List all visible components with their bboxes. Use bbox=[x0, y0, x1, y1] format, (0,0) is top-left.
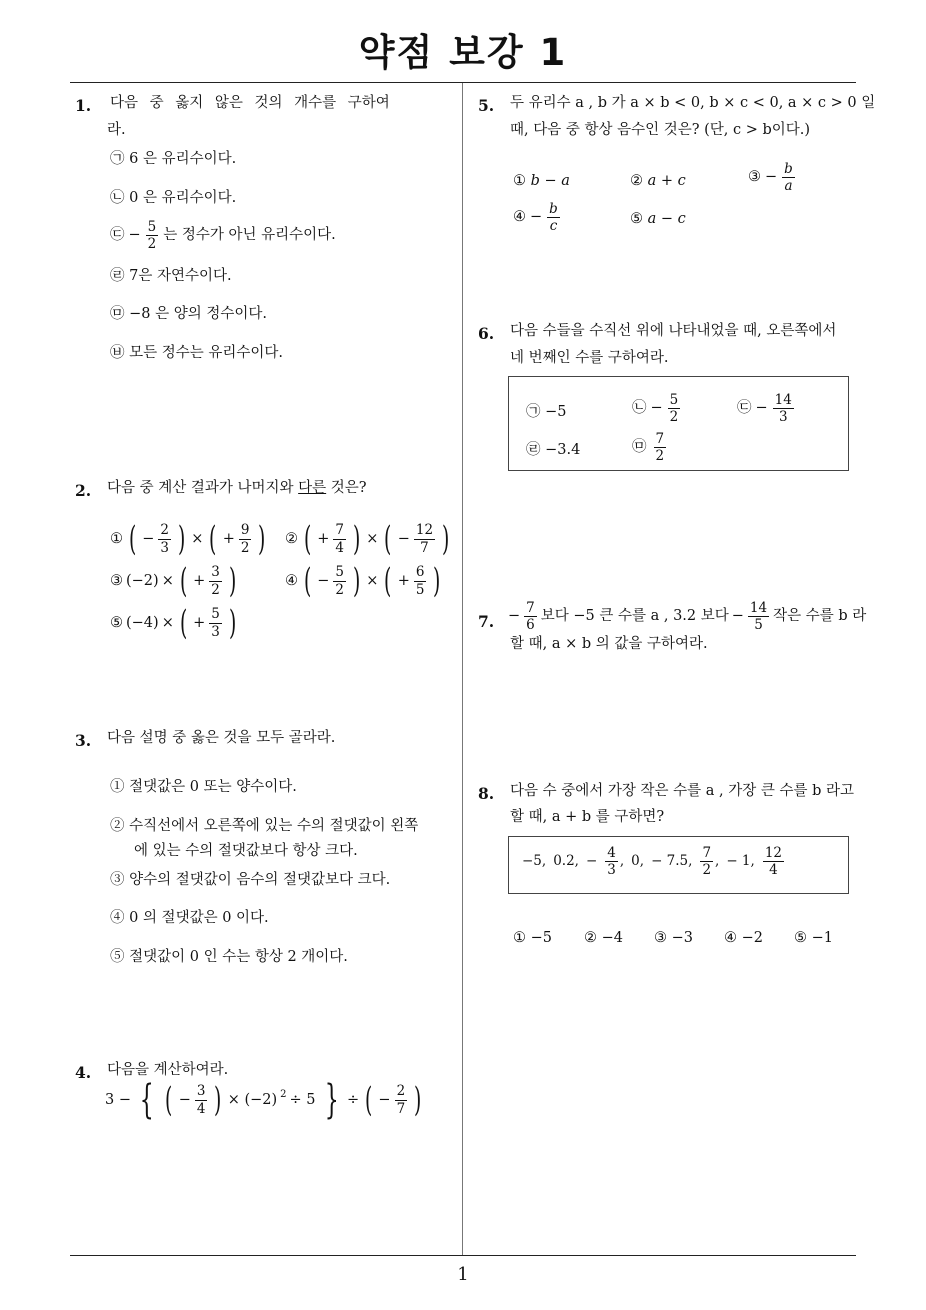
list-item: ㉤ $\frac{7}{2}$ bbox=[632, 431, 665, 465]
question-text-cont: 라. bbox=[107, 122, 126, 138]
list-item: ㉢ − $\frac{14}{3}$ bbox=[737, 392, 792, 426]
choice-item: ① ( − $\frac{2}{3}$ ) × ( + $\frac{9}{2}$ ) bbox=[110, 519, 266, 559]
choice-item: ④ ( − $\frac{5}{2}$ ) × ( + $\frac{6}{5}$ ) bbox=[285, 561, 441, 601]
choice-item: ⑤ −1 bbox=[794, 930, 833, 946]
choice-item: ② ( + $\frac{7}{4}$ ) × ( − $\frac{12}{7}$ ) bbox=[285, 519, 450, 559]
choice-item: ③ − $\frac{b}{a}$ bbox=[748, 161, 793, 195]
list-item: ㉢ − $\frac{5}{2}$ 는 정수가 아닌 유리수이다. bbox=[110, 219, 336, 253]
choice-item: ⑤ (−4) × ( + $\frac{5}{3}$ ) bbox=[110, 603, 237, 643]
list-item: ㉣ −3.4 bbox=[526, 442, 581, 458]
choice-item: ② a + c bbox=[630, 173, 686, 189]
list-item: ㉤ −8 은 양의 정수이다. bbox=[110, 306, 267, 322]
question-number: 7. bbox=[478, 612, 495, 631]
choice-item: ③ −3 bbox=[654, 930, 693, 946]
top-rule bbox=[70, 82, 856, 83]
question-text: 두 유리수 a , b 가 a × b < 0, b × c < 0, a × c > 0 일 bbox=[510, 95, 876, 111]
choice-item: ⑤ a − c bbox=[630, 211, 686, 227]
math-expression: 3 − { ( − $\frac{3}{4}$ ) × (−2) $^2$ ÷ 5 } ÷ ( − $\frac{2}{7}$ ) bbox=[105, 1077, 422, 1123]
question-text: 다음 수들을 수직선 위에 나타내었을 때, 오른쪽에서 bbox=[510, 323, 837, 339]
choice-item: ① −5 bbox=[513, 930, 552, 946]
question-text: 다음 수 중에서 가장 작은 수를 a , 가장 큰 수를 b 라고 bbox=[510, 783, 854, 799]
choice-item: ④ −2 bbox=[724, 930, 763, 946]
page-title: 약점 보강 1 bbox=[358, 31, 568, 74]
question-number: 8. bbox=[478, 784, 495, 803]
list-item: ㉣ 7은 자연수이다. bbox=[110, 268, 232, 284]
list-item: ㉠ 6 은 유리수이다. bbox=[110, 151, 237, 167]
fraction: $\frac{5}{2}$ bbox=[147, 219, 157, 253]
number-list: −5, 0.2, − $\frac{4}{3}$ , 0, − 7.5, $\frac{7}{2}$ , − 1, $\frac{12}{4}$ bbox=[522, 845, 782, 879]
question-text: 다음을 계산하여라. bbox=[107, 1062, 229, 1078]
choice-item-cont: 에 있는 수의 절댓값보다 항상 크다. bbox=[134, 843, 358, 859]
list-item: ㉥ 모든 정수는 유리수이다. bbox=[110, 345, 284, 361]
question-number: 1. bbox=[75, 96, 92, 115]
question-text: 다음 중 옳지 않은 것의 개수를 구하여 bbox=[110, 95, 390, 111]
question-text-cont: 할 때, a × b 의 값을 구하여라. bbox=[510, 636, 708, 652]
choice-item: ④ 0 의 절댓값은 0 이다. bbox=[110, 910, 269, 926]
question-text-cont: 네 번째인 수를 구하여라. bbox=[510, 350, 669, 366]
choice-item: ② 수직선에서 오른쪽에 있는 수의 절댓값이 왼쪽 bbox=[110, 818, 419, 834]
question-text: − $\frac{7}{6}$ 보다 −5 큰 수를 a , 3.2 보다 − $\frac{14}{5}$ 작은 수를 b 라 bbox=[508, 600, 867, 634]
question-text-cont: 때, 다음 중 항상 음수인 것은? (단, c > b이다.) bbox=[510, 122, 811, 138]
choice-item: ③ 양수의 절댓값이 음수의 절댓값보다 크다. bbox=[110, 872, 391, 888]
list-item: ㉠ −5 bbox=[526, 404, 567, 420]
list-item: ㉡ 0 은 유리수이다. bbox=[110, 190, 237, 206]
question-number: 3. bbox=[75, 731, 92, 750]
choice-item: ④ − $\frac{b}{c}$ bbox=[513, 201, 558, 235]
question-number: 2. bbox=[75, 481, 92, 500]
page-number: 1 bbox=[457, 1264, 469, 1285]
question-number: 5. bbox=[478, 96, 495, 115]
question-text: 다음 설명 중 옳은 것을 모두 골라라. bbox=[107, 730, 336, 746]
choice-item: ⑤ 절댓값이 0 인 수는 항상 2 개이다. bbox=[110, 949, 348, 965]
choice-item: ① b − a bbox=[513, 173, 570, 189]
list-item: ㉡ − $\frac{5}{2}$ bbox=[632, 392, 679, 426]
choice-item: ② −4 bbox=[584, 930, 623, 946]
question-text-cont: 할 때, a + b 를 구하면? bbox=[510, 809, 665, 825]
column-divider bbox=[462, 83, 463, 1255]
question-text: 다음 중 계산 결과가 나머지와 다른 것은? bbox=[107, 480, 367, 496]
choice-item: ① 절댓값은 0 또는 양수이다. bbox=[110, 779, 297, 795]
question-number: 6. bbox=[478, 324, 495, 343]
question-number: 4. bbox=[75, 1063, 92, 1082]
bottom-rule bbox=[70, 1255, 856, 1256]
choice-item: ③ (−2) × ( + $\frac{3}{2}$ ) bbox=[110, 561, 237, 601]
